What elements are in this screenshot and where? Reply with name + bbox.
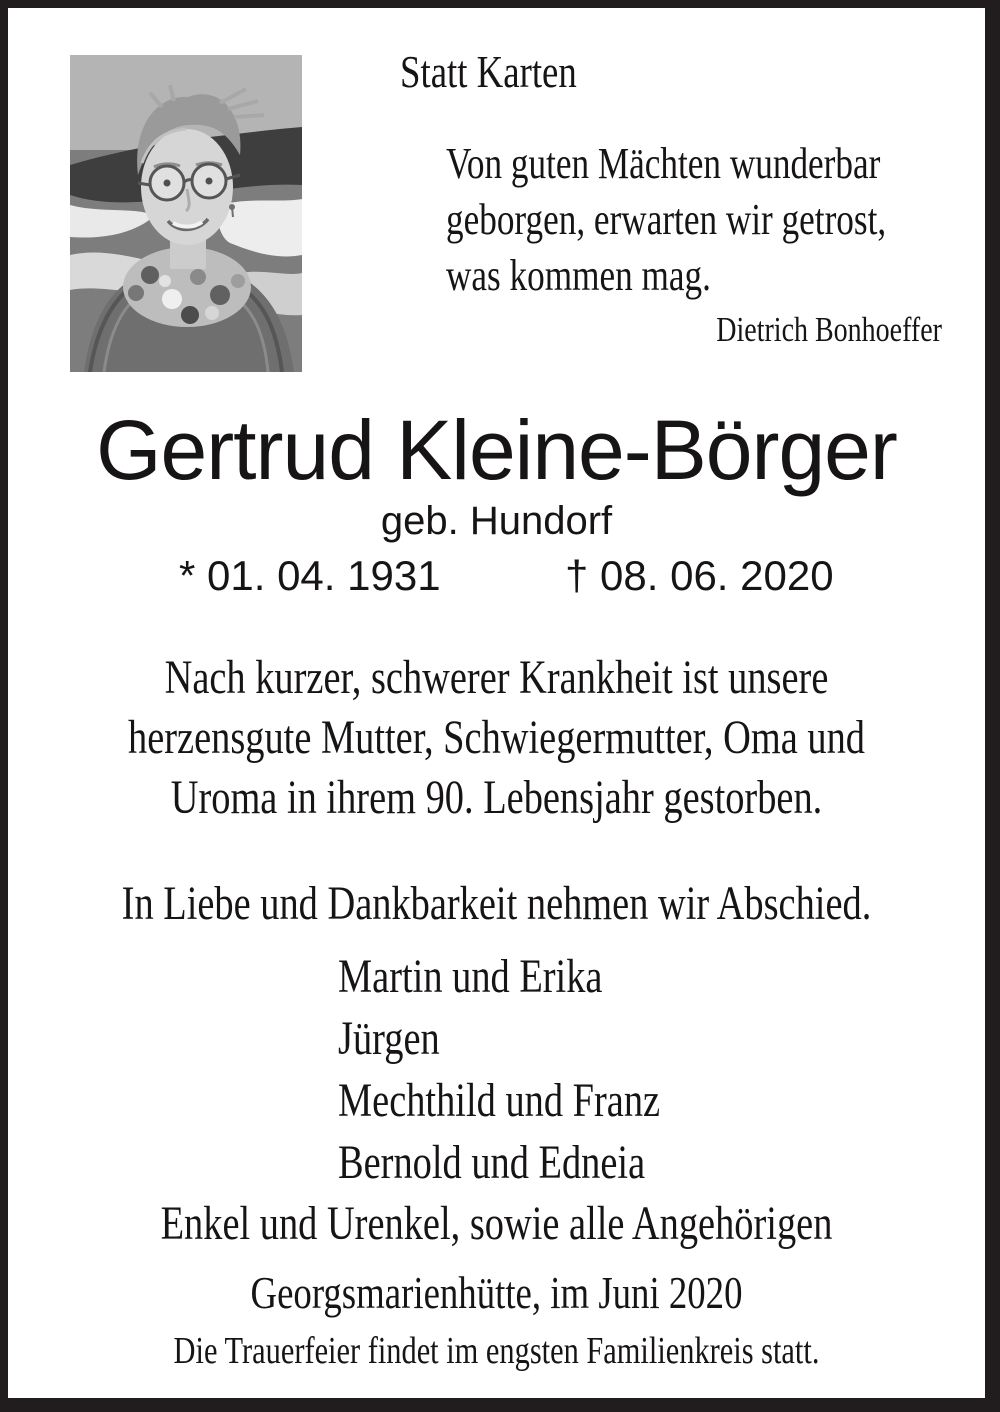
relatives-line: Enkel und Urenkel, sowie alle Angehörigen xyxy=(160,1197,833,1250)
quote-line: Von guten Mächten wunderbar xyxy=(446,139,881,188)
place-date-line: Georgsmarienhütte, im Juni 2020 xyxy=(250,1267,743,1318)
mourner-line: Bernold und Edneia xyxy=(338,1136,646,1189)
announcement-line: Uroma in ihrem 90. Lebensjahr gestorben. xyxy=(170,771,823,824)
quote-block xyxy=(446,136,942,350)
deceased-name: Gertrud Kleine-Börger xyxy=(96,403,897,497)
mourner-line: Jürgen xyxy=(338,1012,440,1065)
portrait-photo-image xyxy=(70,55,302,372)
death-date: † 08. 06. 2020 xyxy=(565,552,834,599)
portrait-photo xyxy=(70,55,302,372)
mourner-line: Martin und Erika xyxy=(338,950,603,1003)
mourner-line: Mechthild und Franz xyxy=(338,1074,661,1127)
farewell-line: In Liebe und Dankbarkeit nehmen wir Abschied. xyxy=(121,877,872,930)
quote-attribution: Dietrich Bonhoeffer xyxy=(716,310,942,349)
birth-date: * 01. 04. 1931 xyxy=(179,552,441,599)
announcement-line: herzensgute Mutter, Schwiegermutter, Oma und xyxy=(128,711,865,764)
announcement-paragraph xyxy=(106,648,888,828)
statt-karten-header: Statt Karten xyxy=(400,46,577,97)
quote-line: geborgen, erwarten wir getrost, xyxy=(446,195,887,244)
quote-line: was kommen mag. xyxy=(446,251,711,300)
announcement-line: Nach kurzer, schwerer Krankheit ist unsere xyxy=(164,651,829,704)
birth-name: geb. Hundorf xyxy=(380,499,613,543)
mourners-list xyxy=(338,946,660,1194)
life-dates xyxy=(8,550,985,602)
funeral-note: Die Trauerfeier findet im engsten Familienkreis statt. xyxy=(173,1330,820,1372)
